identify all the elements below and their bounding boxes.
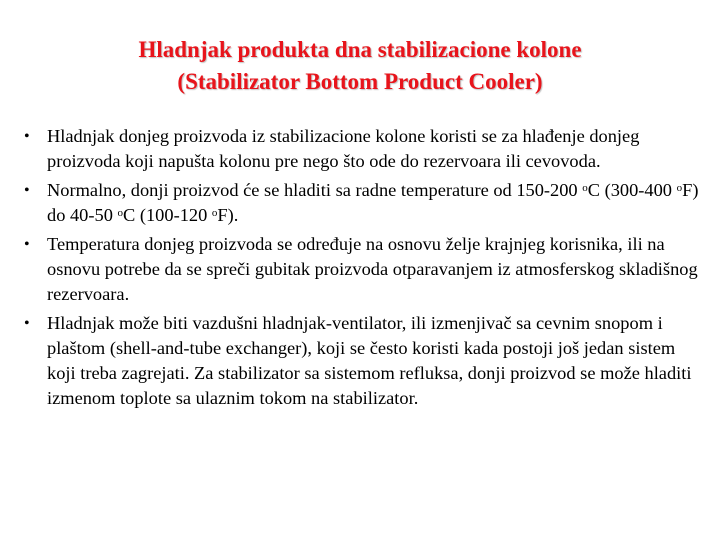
- bullet-text: Hladnjak može biti vazdušni hladnjak-ventilator, ili izmenjivač sa cevnim snopom i plaštom (shell-and-tube exchanger), koji se često koristi kada postoji još jedan sistem koji treba zagrejati. Za stabilizator sa sistemom refluksa, donji proizvod se može hladiti izmenom toplote sa ulaznim tokom na stabilizator.: [47, 313, 692, 408]
- bullet-marker: •: [24, 128, 30, 145]
- bullet-marker: •: [24, 315, 30, 332]
- degree-sign: o: [211, 207, 218, 219]
- text-segment: Normalno, donji proizvod će se hladiti sa radne temperature od 150-200: [47, 180, 583, 200]
- title-line-2: (Stabilizator Bottom Product Cooler): [177, 69, 543, 94]
- degree-sign: o: [676, 182, 683, 194]
- text-segment: F) do 40-50: [47, 180, 699, 225]
- text-segment: C (300-400: [587, 180, 677, 200]
- text-segment: F).: [217, 205, 239, 225]
- degree-sign: o: [582, 182, 588, 194]
- title-line-1: Hladnjak produkta dna stabilizacione kolone: [138, 37, 582, 62]
- bullet-marker: •: [24, 182, 30, 199]
- text-segment: C (100-120: [123, 205, 212, 225]
- bullet-item-cooler-purpose: [24, 124, 704, 174]
- bullet-marker: •: [24, 236, 30, 253]
- bullet-item-temperature-criteria: [24, 232, 704, 307]
- slide-title: [0, 34, 720, 98]
- degree-sign: o: [117, 207, 123, 219]
- bullet-text: Hladnjak donjeg proizvoda iz stabilizacione kolone koristi se za hlađenje donjeg proizvoda koji napušta kolonu pre nego što ode do rezervoara ili cevovoda.: [47, 126, 640, 171]
- bullet-text: [47, 180, 698, 225]
- bullet-list: [24, 124, 704, 415]
- bullet-text: Temperatura donjeg proizvoda se određuje na osnovu želje krajnjeg korisnika, ili na osnovu potrebe da se spreči gubitak proizvoda otparavanjem iz atmosferskog skladišnog rezervoara.: [47, 234, 698, 304]
- bullet-item-temperature-range: [24, 178, 704, 228]
- bullet-item-cooler-types: [24, 311, 704, 411]
